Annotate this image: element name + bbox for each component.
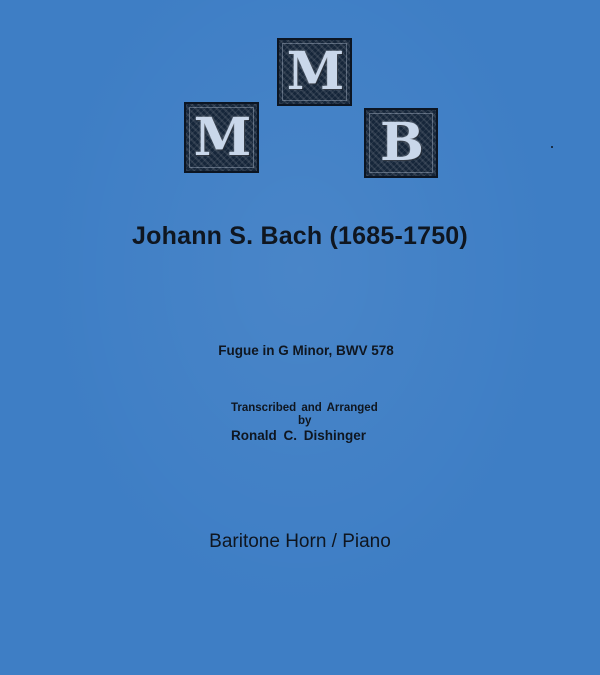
logo-tile-m-left	[184, 102, 259, 173]
credit-by: by	[298, 415, 312, 427]
arranger-name: Ronald C. Dishinger	[231, 428, 367, 443]
print-speck	[551, 146, 553, 148]
logo-letter: M	[193, 106, 250, 168]
logo-tile-m-top	[277, 38, 352, 106]
composer-title: Johann S. Bach (1685-1750)	[132, 222, 468, 250]
credit-transcribed: Transcribed and Arranged	[231, 402, 378, 414]
logo-letter: M	[286, 41, 343, 102]
work-title: Fugue in G Minor, BWV 578	[218, 343, 394, 358]
instrumentation: Baritone Horn / Piano	[209, 531, 391, 552]
logo-tile-b-right	[364, 108, 438, 178]
logo-letter: B	[380, 112, 422, 173]
